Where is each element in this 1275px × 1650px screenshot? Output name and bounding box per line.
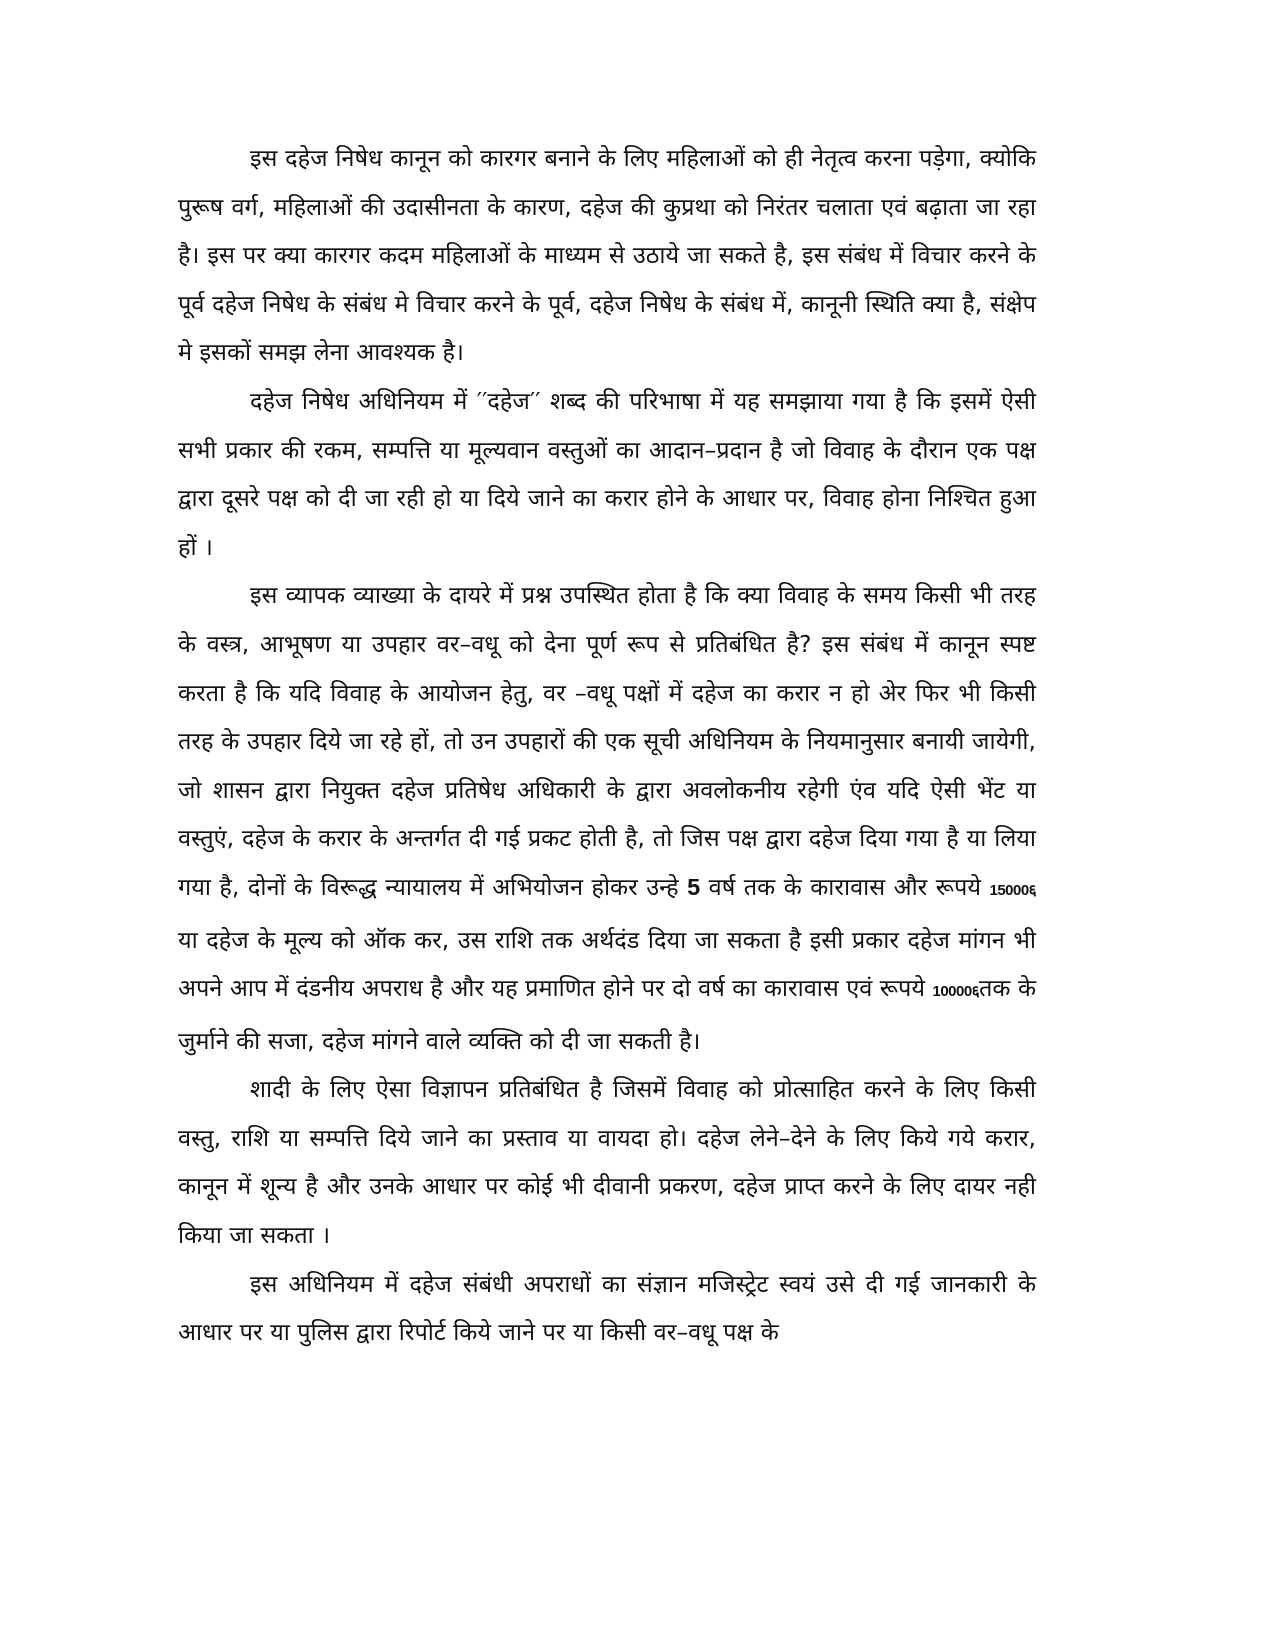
- years-value: 5: [687, 873, 701, 900]
- paragraph-5: इस अधिनियम में दहेज संबंधी अपराधों का संज्ञान मजिस्ट्रेट स्वयं उसे दी गई जानकारी के आधार पर या पुलिस द्वारा रिपोर्ट किये जाने पर या किसी वर–वधू पक्ष के: [178, 1269, 1036, 1347]
- paragraph-3-text-c: या दहेज के मूल्य को ऑक कर, उस राशि तक अर्थदंड दिया जा सकता है इसी प्रकार दहेज मांगन भी अपने आप में दंडनीय अपराध है और यह प्रमाणित होने पर दो वर्ष का कारावास एवं रूपये: [178, 925, 1036, 1003]
- paragraph-1: इस दहेज निषेध कानून को कारगर बनाने के लिए महिलाओं को ही नेतृत्व करना पड़ेगा, क्योकि पुरूष वर्ग, महिलाओं की उदासीनता के कारण, दहेज की कुप्रथा को निरंतर चलाता एवं बढ़ाता जा रहा है। इस पर क्या कारगर कदम महिलाओं के माध्यम से उठाये जा सकते है, इस संबंध में विचार करने के पूर्व दहेज निषेध के संबंध मे विचार करने के पूर्व, दहेज निषेध के संबंध में, कानूनी स्थिति क्या है, संक्षेप मे इसकों समझ लेना आवश्यक है।: [178, 144, 1036, 367]
- fine-amount-1: 15000६: [989, 881, 1036, 899]
- fine-amount-2: 10000६: [932, 983, 980, 1001]
- paragraph-3-text-a: इस व्यापक व्याख्या के दायरे में प्रश्न उपस्थित होता है कि क्या विवाह के समय किसी भी तरह के वस्त्र, आभूषण या उपहार वर–वधू को देना पूर्ण रूप से प्रतिबंधित है? इस संबंध में कानून स्पष्ट करता है कि यदि विवाह के आयोजन हेतु, वर –वधू पक्षों में दहेज का करार न हो अेर फिर भी किसी तरह के उपहार दिये जा रहे हों, तो उन उपहारों की एक सूची अधिनियम के नियमानुसार बनायी जायेगी, जो शासन द्वारा नियुक्त दहेज प्रतिषेध अधिकारी के द्वारा अवलोकनीय रहेगी एंव यदि ऐसी भेंट या वस्तुएं, दहेज के करार के अन्तर्गत दी गई प्रकट होती है, तो जिस पक्ष द्वारा दहेज दिया गया है या लिया गया है, दोनों के विरूद्ध न्यायालय में अभियोजन होकर उन्हे: [178, 581, 1036, 901]
- paragraph-3: [178, 571, 1036, 1065]
- paragraph-3-text-d: तक के जुर्माने की सजा, दहेज मांगने वाले व्यक्ति को दी जा सकती है।: [178, 974, 1036, 1055]
- paragraph-3-text-b: वर्ष तक के कारावास और रूपये: [700, 872, 990, 901]
- document-page: [178, 134, 1036, 1357]
- paragraph-4: शादी के लिए ऐसा विज्ञापन प्रतिबंधित है जिसमें विवाह को प्रोत्साहित करने के लिए किसी वस्तु, राशि या सम्पत्ति दिये जाने का प्रस्ताव या वायदा हो। दहेज लेने–देने के लिए किये गये करार, कानून में शून्य है और उनके आधार पर कोई भी दीवानी प्रकरण, दहेज प्राप्त करने के लिए दायर नही किया जा सकता ।: [178, 1075, 1036, 1250]
- paragraph-2: दहेज निषेध अधिनियम में ′′दहेज′′ शब्द की परिभाषा में यह समझाया गया है कि इसमें ऐसी सभी प्रकार की रकम, सम्पत्ति या मूल्यवान वस्तुओं का आदान–प्रदान है जो विवाह के दौरान एक पक्ष द्वारा दूसरे पक्ष को दी जा रही हो या दिये जाने का करार होने के आधार पर, विवाह होना निश्चित हुआ हों ।: [178, 386, 1036, 561]
